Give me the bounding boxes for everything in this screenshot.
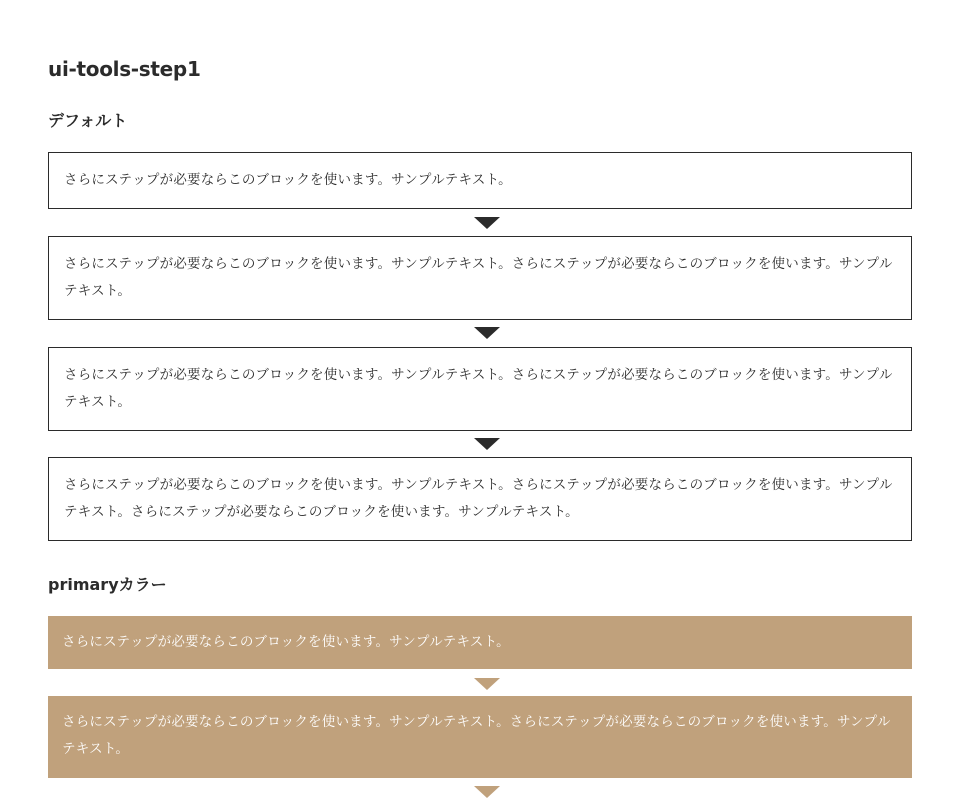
section-heading-primary: primaryカラー [48, 575, 167, 594]
step-block-primary: さらにステップが必要ならこのブロックを使います。サンプルテキスト。さらにステップが必要ならこのブロックを使います。サンプルテキスト。 [48, 696, 912, 778]
step-block: さらにステップが必要ならこのブロックを使います。サンプルテキスト。さらにステップが必要ならこのブロックを使います。サンプルテキスト。 [48, 347, 912, 431]
triangle-down-icon [474, 327, 500, 339]
step-block-primary: さらにステップが必要ならこのブロックを使います。サンプルテキスト。 [48, 616, 912, 669]
page-title: ui-tools-step1 [48, 57, 201, 81]
triangle-down-icon [474, 678, 500, 690]
triangle-down-icon [474, 438, 500, 450]
triangle-down-icon [474, 786, 500, 798]
step-block: さらにステップが必要ならこのブロックを使います。サンプルテキスト。さらにステップが必要ならこのブロックを使います。サンプルテキスト。さらにステップが必要ならこのブロックを使います。サンプルテキスト。 [48, 457, 912, 541]
step-block: さらにステップが必要ならこのブロックを使います。サンプルテキスト。さらにステップが必要ならこのブロックを使います。サンプルテキスト。 [48, 236, 912, 320]
step-block: さらにステップが必要ならこのブロックを使います。サンプルテキスト。 [48, 152, 912, 209]
section-heading-default: デフォルト [48, 111, 128, 130]
triangle-down-icon [474, 217, 500, 229]
